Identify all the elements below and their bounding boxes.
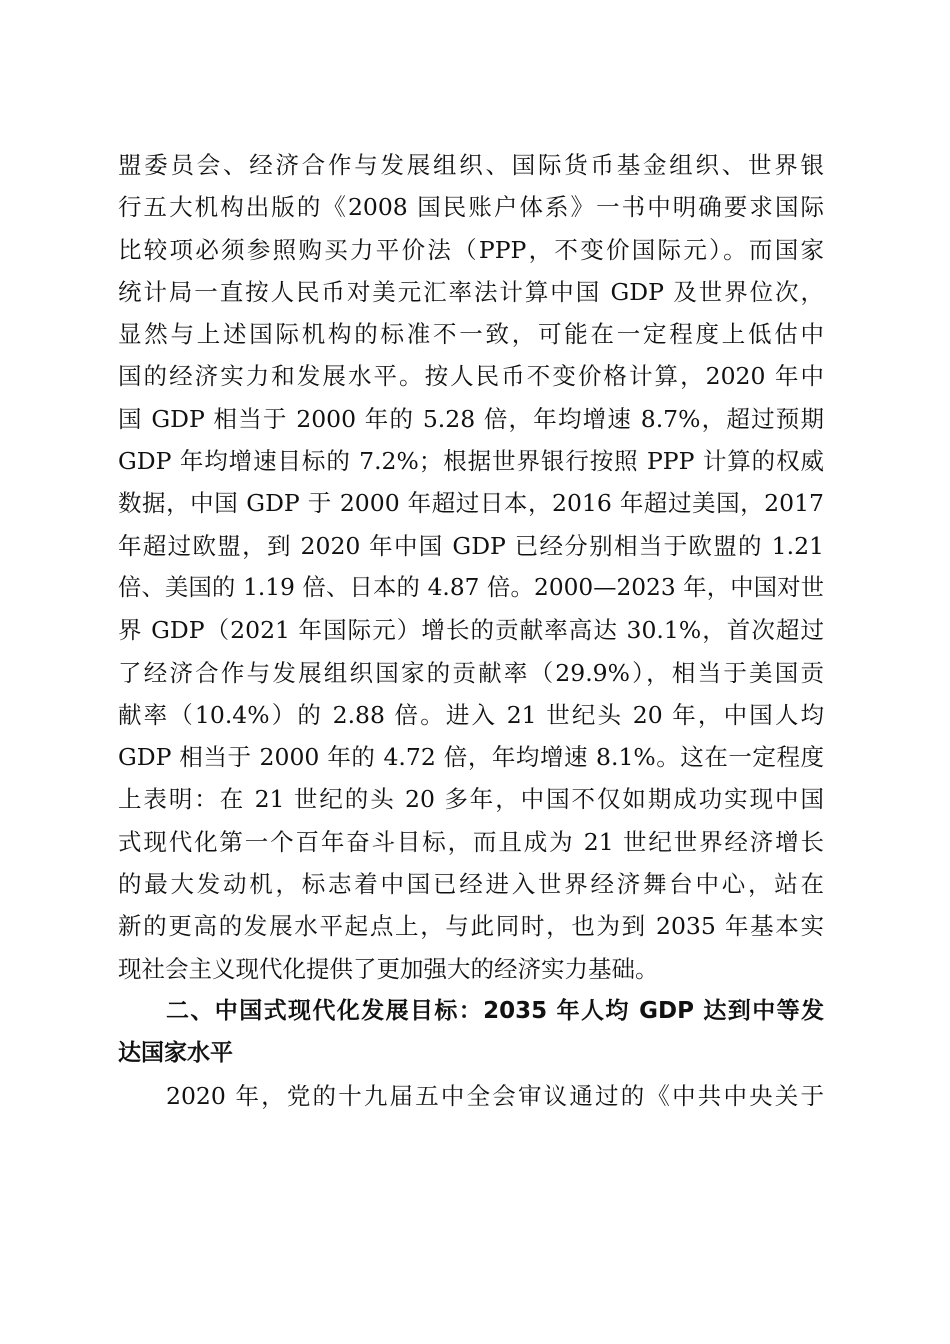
text-line: 了经济合作与发展组织国家的贡献率（29.9%），相当于美国贡 <box>118 658 824 687</box>
text-line: 上表明：在 21 世纪的头 20 多年，中国不仅如期成功实现中国 <box>118 785 824 814</box>
text-line: 国的经济实力和发展水平。按人民币不变价格计算，2020 年中 <box>118 362 824 391</box>
text-line: 倍、美国的 1.19 倍、日本的 4.87 倍。2000—2023 年，中国对世 <box>118 573 824 601</box>
text-line: 行五大机构出版的《2008 国民账户体系》一书中明确要求国际 <box>118 193 824 222</box>
text-line: 统计局一直按人民币对美元汇率法计算中国 GDP 及世界位次， <box>118 277 824 306</box>
heading-line: 达国家水平 <box>118 1040 233 1067</box>
text-line: 新的更高的发展水平起点上，与此同时，也为到 2035 年基本实 <box>118 912 824 941</box>
document-body <box>118 144 824 1117</box>
text-line: 显然与上述国际机构的标准不一致，可能在一定程度上低估中 <box>118 320 824 349</box>
text-line: 现社会主义现代化提供了更加强大的经济实力基础。 <box>118 954 659 983</box>
text-line: 数据，中国 GDP 于 2000 年超过日本，2016 年超过美国，2017 <box>118 489 824 518</box>
text-line: GDP 相当于 2000 年的 4.72 倍，年均增速 8.1%。这在一定程度 <box>118 743 824 772</box>
section-heading <box>118 990 824 1075</box>
text-line: GDP 年均增速目标的 7.2%；根据世界银行按照 PPP 计算的权威 <box>118 447 824 476</box>
text-line: 盟委员会、经济合作与发展组织、国际货币基金组织、世界银 <box>118 151 824 179</box>
heading-line: 二、中国式现代化发展目标：2035 年人均 GDP 达到中等发 <box>166 997 824 1024</box>
text-line: 比较项必须参照购买力平价法（PPP，不变价国际元）。而国家 <box>118 235 824 264</box>
text-line: 献率（10.4%）的 2.88 倍。进入 21 世纪头 20 年，中国人均 <box>118 700 824 729</box>
text-line: 2020 年，党的十九届五中全会审议通过的《中共中央关于 <box>166 1081 824 1110</box>
paragraph-2 <box>118 1075 824 1117</box>
paragraph-1 <box>118 144 824 990</box>
text-line: 国 GDP 相当于 2000 年的 5.28 倍，年均增速 8.7%，超过预期 <box>118 404 824 433</box>
text-line: 年超过欧盟，到 2020 年中国 GDP 已经分别相当于欧盟的 1.21 <box>118 531 824 560</box>
text-line: 的最大发动机，标志着中国已经进入世界经济舞台中心，站在 <box>118 870 824 899</box>
text-line: 界 GDP（2021 年国际元）增长的贡献率高达 30.1%，首次超过 <box>118 616 824 645</box>
text-line: 式现代化第一个百年奋斗目标，而且成为 21 世纪世界经济增长 <box>118 827 824 856</box>
